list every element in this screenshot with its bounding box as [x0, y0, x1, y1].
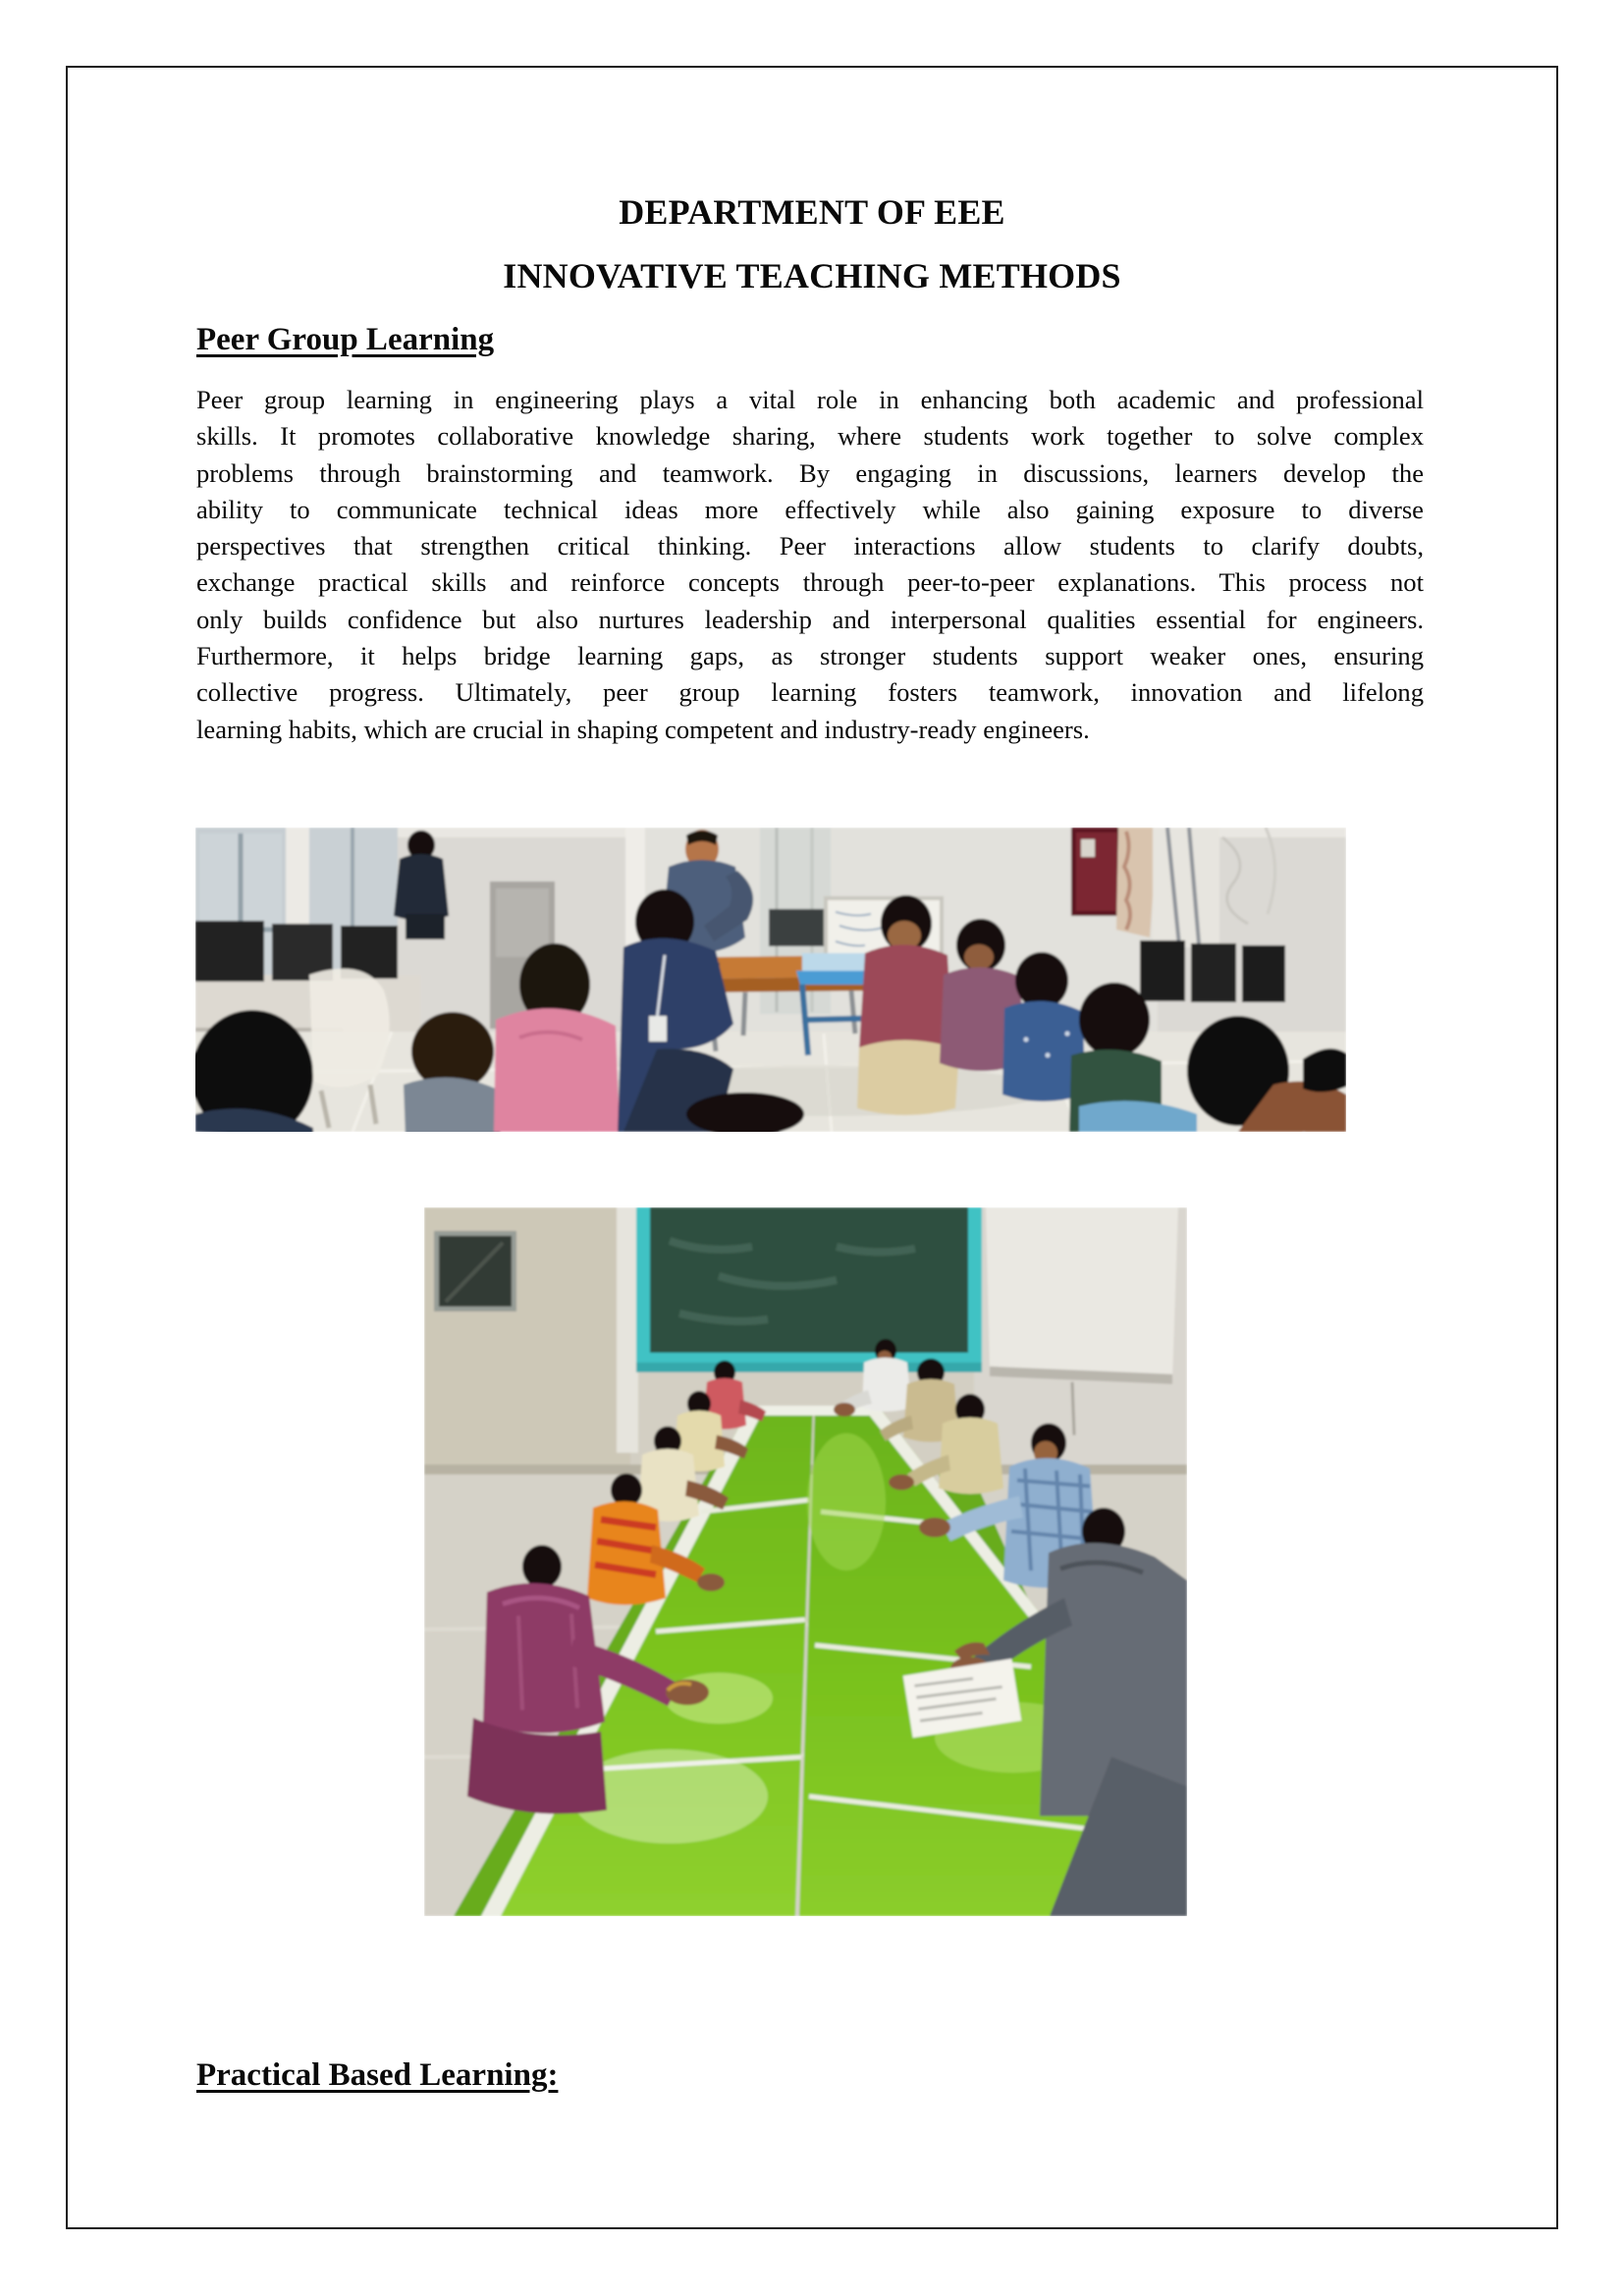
photo-peer-discussion-lab-scene: [195, 828, 1346, 1132]
document-title: DEPARTMENT OF EEE: [619, 192, 1005, 232]
document-subtitle: INNOVATIVE TEACHING METHODS: [503, 256, 1121, 295]
paragraph-line: Furthermore, it helps bridge learning gaps, as stronger students support weaker ones, ensuring: [196, 641, 1424, 671]
peer-group-learning-paragraph: [196, 382, 1424, 748]
paragraph-line: Peer group learning in engineering plays a vital role in enhancing both academic and professional: [196, 385, 1424, 414]
paragraph-line: ability to communicate technical ideas more effectively while also gaining exposure to diverse: [196, 494, 1424, 524]
photo-peer-discussion-lab: [195, 828, 1346, 1132]
paragraph-line: problems through brainstorming and teamwork. By engaging in discussions, learners develop the: [196, 457, 1424, 488]
paragraph-line: learning habits, which are crucial in shaping competent and industry-ready engineers.: [196, 714, 1090, 744]
paragraph-line: skills. It promotes collaborative knowledge sharing, where students work together to solve complex: [196, 421, 1424, 452]
section-heading-practical-based-learning: Practical Based Learning:: [196, 2057, 559, 2093]
paragraph-line: collective progress. Ultimately, peer group learning fosters teamwork, innovation and lifelong: [196, 677, 1424, 708]
section-heading-peer-group-learning: Peer Group Learning: [196, 322, 495, 357]
photo-green-table-discussion: [424, 1207, 1187, 1916]
photo-green-table-discussion-scene: [424, 1207, 1187, 1916]
paragraph-line: exchange practical skills and reinforce concepts through peer-to-peer explanations. This process not: [196, 567, 1424, 598]
paragraph-line: only builds confidence but also nurtures leadership and interpersonal qualities essential for engineers.: [196, 604, 1424, 634]
paragraph-line: perspectives that strengthen critical thinking. Peer interactions allow students to clarify doubts,: [196, 531, 1424, 561]
